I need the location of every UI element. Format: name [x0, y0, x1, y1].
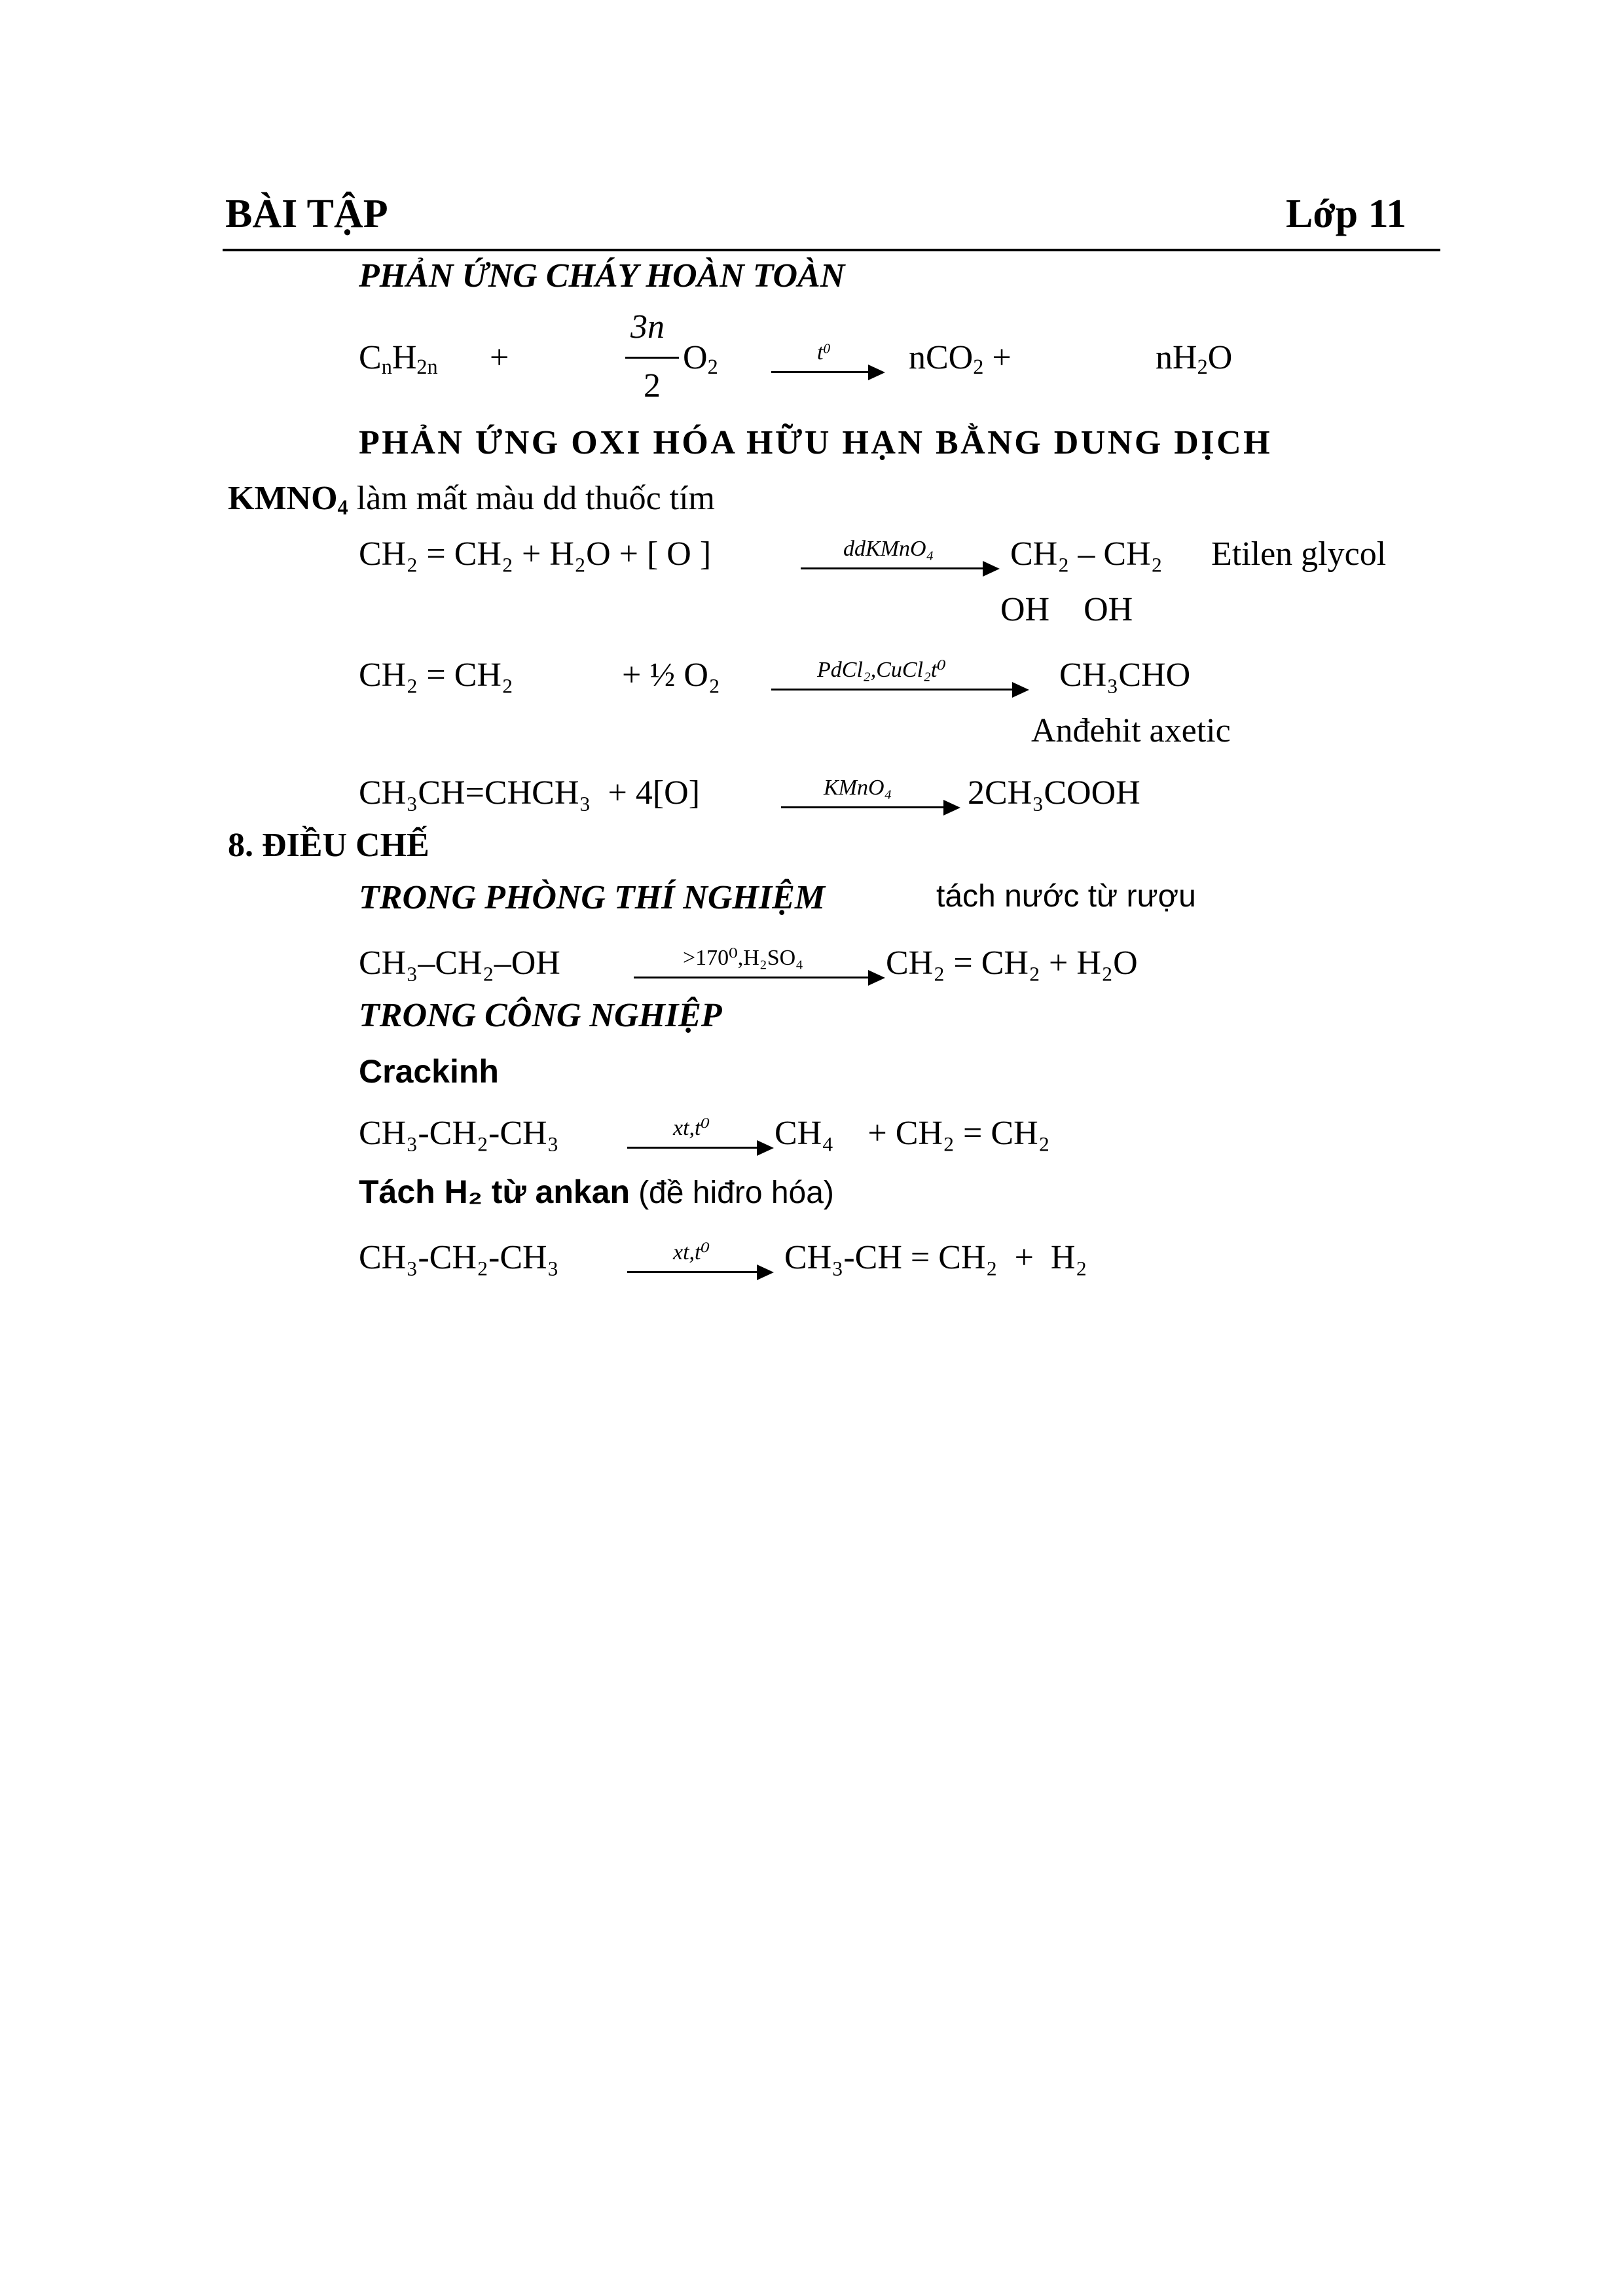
section-8-title: 8. ĐIỀU CHẾ: [228, 827, 429, 864]
eq6-left: CH₃-CH₂-CH₃: [359, 1115, 559, 1152]
eq3-right: CH₃CHO: [1059, 656, 1191, 694]
eq4-arrow: [781, 762, 958, 808]
eq4-arrow-condition: KMnO₄: [824, 776, 892, 800]
eq1-plus: +: [490, 339, 509, 376]
eq3-arrow-condition: PdCl₂,CuCl₂t⁰: [817, 658, 946, 682]
eq5-arrow: [634, 933, 883, 978]
eq5-right: CH₂ = CH₂ + H₂O: [886, 944, 1138, 982]
eq6-arrow-condition: xt,t⁰: [673, 1116, 710, 1140]
eq2-right: CH₂ – CH₂: [1010, 535, 1163, 573]
eq4-left: CH₃CH=CHCH₃ + 4[O]: [359, 774, 701, 812]
eq3-product-name: Anđehit axetic: [1031, 712, 1231, 749]
cracking-title: Crackinh: [359, 1053, 499, 1090]
eq7-left: CH₃-CH₂-CH₃: [359, 1239, 559, 1276]
eq5-left: CH₃–CH₂–OH: [359, 944, 560, 982]
eq1-arrow-condition: $t^0$: [817, 340, 830, 365]
eq1-fraction-denominator: 2: [644, 367, 661, 404]
eq1-product-co2: nCO$_2$ +: [909, 339, 1012, 379]
eq1-fraction-numerator: 3n: [630, 308, 665, 346]
section-oxidation-title: PHẢN ỨNG OXI HÓA HỮU HẠN BẰNG DUNG DỊCH: [359, 424, 1273, 461]
eq2-arrow-condition: ddKMnO₄: [843, 537, 934, 561]
lab-title: TRONG PHÒNG THÍ NGHIỆM: [359, 879, 826, 916]
dehydrogenation-title: Tách H₂ từ ankan: [359, 1174, 630, 1210]
header-rule: [223, 249, 1440, 251]
eq2-left: CH₂ = CH₂ + H₂O + [ O ]: [359, 535, 712, 573]
eq3-left: CH₂ = CH₂: [359, 656, 514, 694]
eq5-arrow-condition: >170⁰,H₂SO₄: [683, 946, 804, 970]
eq2-product-name: Etilen glycol: [1211, 535, 1387, 573]
eq4-right: 2CH₃COOH: [968, 774, 1140, 812]
industry-title: TRONG CÔNG NGHIỆP: [359, 997, 722, 1034]
eq6-right: CH₄ + CH₂ = CH₂: [775, 1115, 1050, 1152]
eq7-arrow-condition: xt,t⁰: [673, 1240, 710, 1265]
eq7-arrow: [627, 1227, 771, 1273]
header-right: Lớp 11: [1286, 192, 1407, 236]
dehydrogenation-heading: [359, 1173, 834, 1211]
eq3-arrow: [771, 645, 1027, 691]
eq7-right: CH₃-CH = CH₂ + H₂: [784, 1239, 1087, 1276]
eq2-hydroxyl-groups: OH OH: [1000, 591, 1133, 628]
section-oxidation-subtitle: $KMNO_4$ làm mất màu dd thuốc tím: [228, 480, 716, 520]
eq1-oxygen: $O_2$: [683, 339, 718, 379]
eq2-arrow: [801, 524, 997, 569]
section-combustion-title: PHẢN ỨNG CHÁY HOÀN TOÀN: [359, 257, 845, 295]
eq1-arrow: [771, 327, 883, 373]
header-left: BÀI TẬP: [225, 192, 388, 236]
eq6-arrow: [627, 1103, 771, 1149]
eq1-fraction-bar: [625, 357, 679, 359]
eq1-reactant: $C_nH_{2n}$: [359, 339, 438, 379]
eq3-reagent: + ½ O₂: [622, 656, 721, 694]
eq1-product-h2o: $nH_2O$: [1156, 339, 1233, 379]
dehydrogenation-description: (đề hiđro hóa): [638, 1175, 834, 1210]
eq1-fraction: [625, 308, 681, 419]
lab-description: tách nước từ rượu: [936, 879, 1196, 914]
